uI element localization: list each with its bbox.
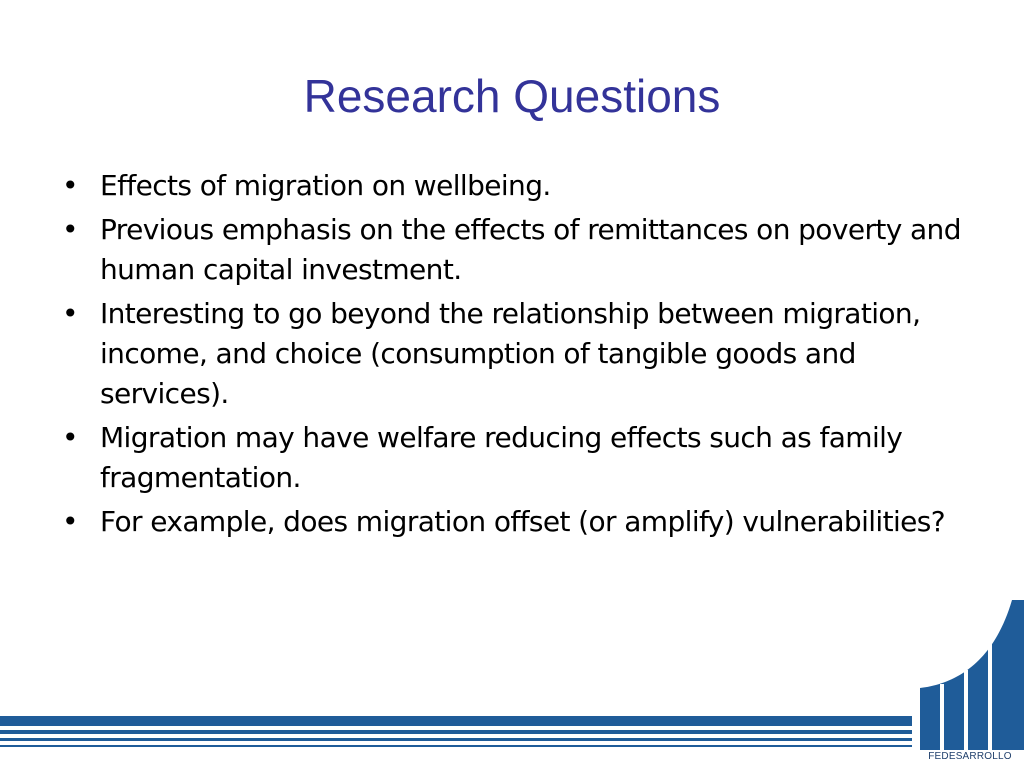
footer-bar xyxy=(0,738,912,741)
logo-gap xyxy=(940,684,944,752)
bullet-list xyxy=(62,166,962,546)
bullet-item xyxy=(62,210,962,290)
logo-column xyxy=(944,686,964,750)
bullet-text: Previous emphasis on the effects of remittances on poverty and human capital investment. xyxy=(100,213,961,286)
bullet-item xyxy=(62,418,962,498)
bullet-item xyxy=(62,166,962,206)
bullet-marker: • xyxy=(62,297,78,330)
fedesarrollo-logo-icon xyxy=(916,600,1024,768)
slide-title: Research Questions xyxy=(303,70,721,122)
bullet-text: For example, does migration offset (or amplify) vulnerabilities? xyxy=(100,505,946,538)
bullet-text: Interesting to go beyond the relationship between migration, income, and choice (consumption of tangible goods and services). xyxy=(100,297,921,410)
logo-gap xyxy=(988,640,992,752)
logo-gap xyxy=(964,670,968,752)
bullet-marker: • xyxy=(62,505,78,538)
logo-column xyxy=(968,676,988,750)
footer-bar xyxy=(0,730,912,734)
bullet-marker: • xyxy=(62,213,78,246)
bullet-item xyxy=(62,502,962,542)
bullet-text: Migration may have welfare reducing effects such as family fragmentation. xyxy=(100,421,903,494)
logo-text: FEDESARROLLO xyxy=(928,751,1012,762)
footer-bar xyxy=(0,716,912,726)
bullet-marker: • xyxy=(62,169,78,202)
bullet-item xyxy=(62,294,962,414)
footer-bar xyxy=(0,745,912,747)
bullet-text: Effects of migration on wellbeing. xyxy=(100,169,551,202)
bullet-marker: • xyxy=(62,421,78,454)
logo-column xyxy=(920,690,940,750)
